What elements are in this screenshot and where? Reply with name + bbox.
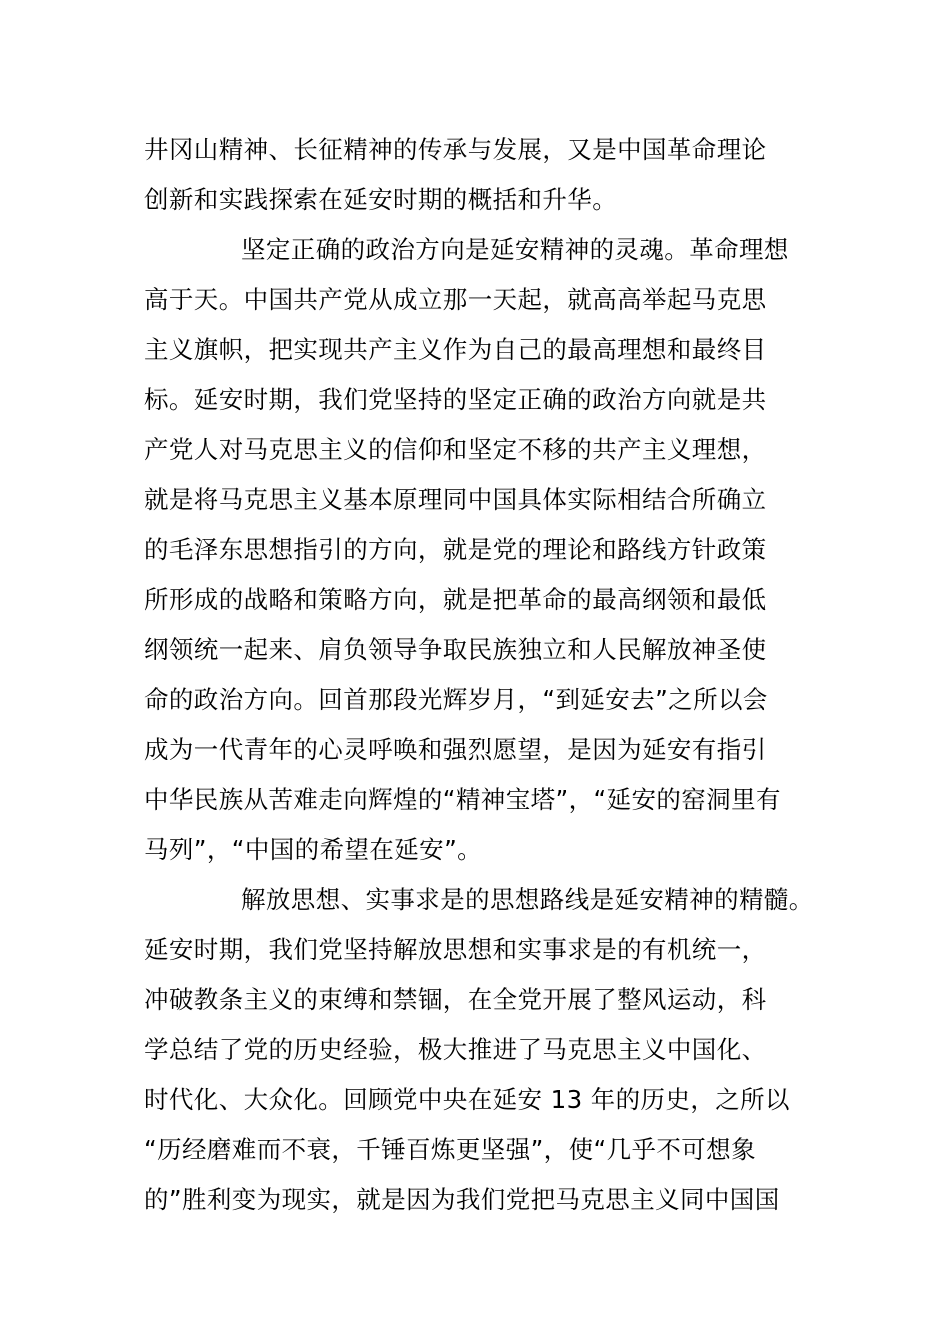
text-line: 产党人对马克思主义的信仰和坚定不移的共产主义理想， bbox=[144, 435, 767, 464]
text-line: 延安时期，我们党坚持解放思想和实事求是的有机统一， bbox=[144, 935, 767, 964]
paragraph-first-line: 解放思想、实事求是的思想路线是延安精神的精髓。 bbox=[241, 885, 814, 914]
text-line: 马列”，“中国的希望在延安”。 bbox=[144, 835, 483, 864]
text-line: 标。延安时期，我们党坚持的坚定正确的政治方向就是共 bbox=[144, 385, 767, 414]
text-line: 中华民族从苦难走向辉煌的“精神宝塔”，“延安的窑洞里有 bbox=[144, 785, 781, 814]
paragraph-first-line: 坚定正确的政治方向是延安精神的灵魂。革命理想 bbox=[241, 235, 789, 264]
text-line: 命的政治方向。回首那段光辉岁月，“到延安去”之所以会 bbox=[144, 685, 768, 714]
text-line: 井冈山精神、长征精神的传承与发展，又是中国革命理论 bbox=[144, 135, 767, 164]
text-line: 高于天。中国共产党从成立那一天起，就高高举起马克思 bbox=[144, 285, 767, 314]
text-line: 主义旗帜，把实现共产主义作为自己的最高理想和最终目 bbox=[144, 335, 767, 364]
text-line: 的毛泽东思想指引的方向，就是党的理论和路线方针政策 bbox=[144, 535, 767, 564]
text-line: 学总结了党的历史经验，极大推进了马克思主义中国化、 bbox=[144, 1035, 767, 1064]
text-line: “历经磨难而不衰，千锤百炼更坚强”，使“几乎不可想象 bbox=[144, 1135, 756, 1164]
text-line: 所形成的战略和策略方向，就是把革命的最高纲领和最低 bbox=[144, 585, 767, 614]
text-line: 时代化、大众化。回顾党中央在延安 13 年的历史，之所以 bbox=[144, 1085, 790, 1114]
text-line: 成为一代青年的心灵呼唤和强烈愿望，是因为延安有指引 bbox=[144, 735, 767, 764]
text-line: 就是将马克思主义基本原理同中国具体实际相结合所确立 bbox=[144, 485, 767, 514]
text-line: 的”胜利变为现实，就是因为我们党把马克思主义同中国国 bbox=[144, 1185, 780, 1214]
text-line: 创新和实践探索在延安时期的概括和升华。 bbox=[144, 185, 618, 214]
text-line: 纲领统一起来、肩负领导争取民族独立和人民解放神圣使 bbox=[144, 635, 767, 664]
text-line: 冲破教条主义的束缚和禁锢，在全党开展了整风运动，科 bbox=[144, 985, 767, 1014]
